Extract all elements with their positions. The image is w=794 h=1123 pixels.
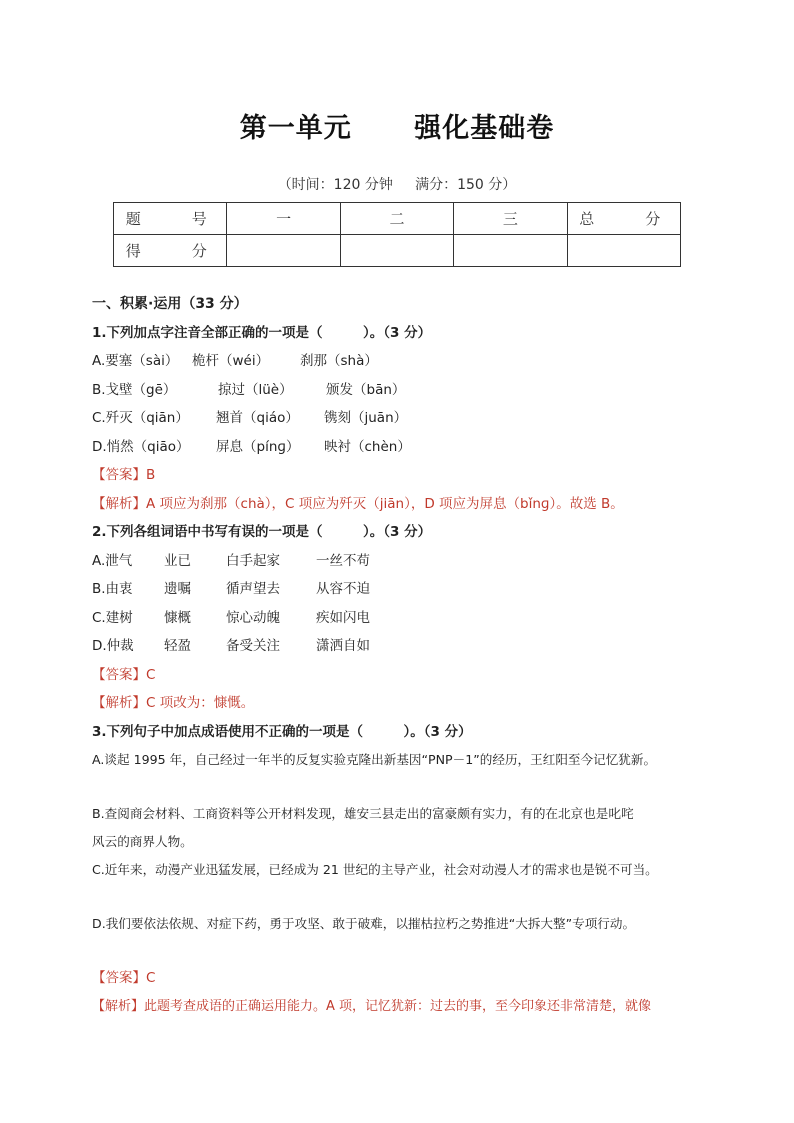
option-text: A.要塞（sài）: [92, 353, 179, 369]
page-title: 第一单元 强化基础卷: [239, 113, 555, 144]
option-text: D.悄然（qiāo）: [92, 438, 190, 455]
option-text: 颁发（bān）: [326, 381, 406, 398]
exam-info: （时间：120 分钟 满分：150 分）: [277, 177, 517, 193]
option-text: C.近年来，动漫产业迅猛发展，已经成为 21 世纪的主导产业，社会对动漫人才的需求也是锐不可当。: [92, 862, 658, 877]
analysis-line: [92, 689, 712, 718]
option-text: 遗嘱: [164, 581, 191, 597]
option-text: 疾如闪电: [316, 609, 370, 626]
option-text: B.戈壁（gē）: [92, 381, 177, 398]
option-text: B.由衷: [92, 581, 133, 597]
table-cell: 总 分: [567, 203, 680, 235]
analysis-text: A 项应为刹那（chà），C 项应为歼灭（jiān），D 项应为屏息（bǐnɡ）。故选 B。: [146, 495, 624, 512]
answer-value: B: [146, 467, 156, 483]
option-text: 惊心动魄: [226, 609, 280, 626]
analysis-text: 此题考查成语的正确运用能力。A 项，记忆犹新：过去的事，至今印象还非常清楚，就像: [144, 998, 652, 1014]
table-cell: 一: [227, 203, 340, 235]
option-row: [92, 347, 712, 376]
table-cell: 三: [454, 203, 567, 235]
option-text: 潇洒自如: [316, 638, 370, 654]
option-text: C.歼灭（qiān）: [92, 410, 189, 426]
option-text: 从容不迫: [316, 581, 370, 597]
answer-value: C: [146, 666, 156, 683]
section-heading: 一、积累·运用（33 分）: [92, 296, 248, 312]
table-cell: 题 号: [114, 203, 227, 235]
option-row: [92, 433, 712, 462]
answer-line: [92, 461, 712, 490]
option-row: [92, 376, 712, 405]
analysis-tag: 【解析】: [92, 495, 146, 512]
option-text: D.我们要依法依规、对症下药，勇于攻坚、敢于破难，以摧枯拉朽之势推进“大拆大整”专项行动。: [92, 916, 636, 931]
option-text: B.查阅商会材料、工商资料等公开材料发现，雄安三县走出的富豪颇有实力，有的在北京也是叱咤: [92, 806, 634, 821]
option-text: 循声望去: [226, 581, 280, 597]
option-text: 镌刻（juān）: [324, 410, 408, 426]
answer-tag: 【答案】: [92, 666, 146, 683]
option-text: 刹那（shà）: [300, 353, 378, 369]
option-text: A.谈起 1995 年，自己经过一年半的反复实验克隆出新基因“PNP－1”的经历，王红阳至今记忆犹新。: [92, 752, 657, 767]
option-text: 桅杆（wéi）: [192, 353, 270, 369]
analysis-line: [92, 490, 712, 519]
score-input-cell: [340, 235, 453, 267]
option-row: [92, 575, 712, 604]
score-input-cell: [567, 235, 680, 267]
option-text: D.仲裁: [92, 638, 134, 654]
option-text: C.建树: [92, 609, 133, 626]
option-row: [92, 404, 712, 433]
option-text: 备受关注: [226, 638, 280, 654]
option-text: 业已: [164, 552, 191, 569]
answer-tag: 【答案】: [92, 970, 146, 986]
option-text: 轻盈: [164, 638, 191, 654]
answer-value: C: [146, 970, 156, 986]
analysis-tag: 【解析】: [92, 695, 146, 711]
score-table: [113, 202, 681, 267]
option-text: 一丝不苟: [316, 552, 370, 569]
option-text-continued: 风云的商界人物。: [92, 834, 193, 849]
table-cell: 二: [340, 203, 453, 235]
option-text: 掠过（lüè）: [218, 381, 293, 398]
question-2-stem: 2.下列各组词语中书写有误的一项是（ ）。（3 分）: [92, 524, 432, 540]
table-cell: 得 分: [114, 235, 227, 267]
option-row: [92, 604, 712, 633]
option-text: 白手起家: [226, 552, 280, 569]
table-row: [114, 235, 681, 267]
questions-body: [92, 290, 712, 1021]
option-text: 慷概: [164, 609, 191, 626]
option-row: [92, 547, 712, 576]
answer-line: [92, 964, 712, 993]
answer-tag: 【答案】: [92, 467, 146, 483]
score-input-cell: [227, 235, 340, 267]
option-row: [92, 632, 712, 661]
option-text: 翘首（qiáo）: [216, 410, 299, 426]
question-1-stem: 1.下列加点字注音全部正确的一项是（ ）。（3 分）: [92, 324, 432, 341]
option-text: 映衬（chèn）: [324, 438, 411, 455]
option-text: A.泄气: [92, 552, 133, 569]
table-row: [114, 203, 681, 235]
question-3-stem: 3.下列句子中加点成语使用不正确的一项是（ ）。（3 分）: [92, 723, 472, 740]
analysis-line: [92, 993, 712, 1022]
option-text: 屏息（pínɡ）: [216, 438, 300, 455]
analysis-tag: 【解析】: [92, 998, 145, 1014]
score-input-cell: [454, 235, 567, 267]
analysis-text: C 项改为：慷慨。: [146, 695, 255, 711]
answer-line: [92, 661, 712, 690]
